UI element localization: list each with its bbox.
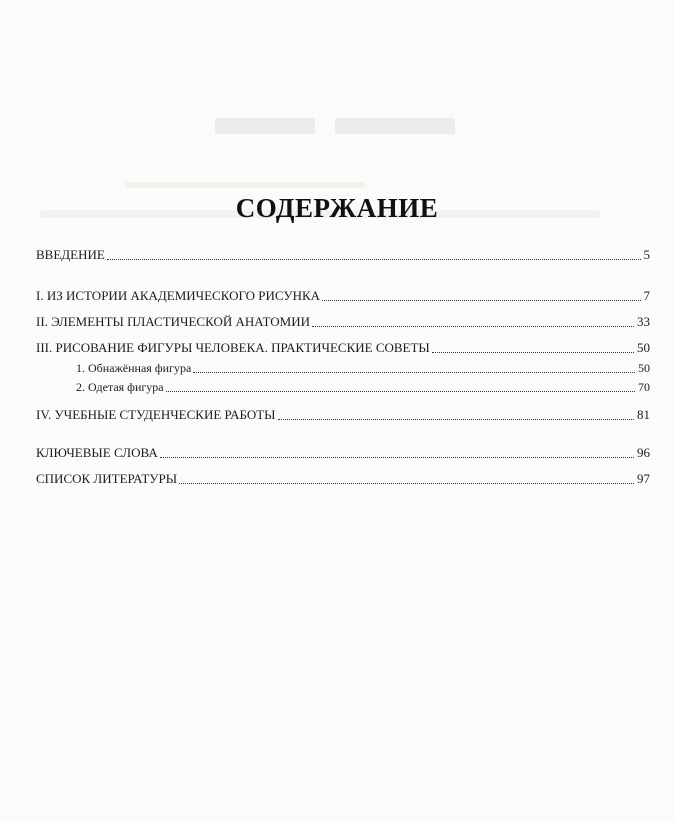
toc-entry-label: II. ЭЛЕМЕНТЫ ПЛАСТИЧЕСКОЙ АНАТОМИИ	[36, 314, 310, 329]
page-title: СОДЕРЖАНИЕ	[235, 193, 439, 223]
toc-entry-page: 33	[637, 314, 650, 329]
dot-leader	[432, 352, 634, 353]
toc-entry-label: СПИСОК ЛИТЕРАТУРЫ	[36, 471, 178, 486]
bleed-through-mark	[125, 182, 365, 188]
dot-leader	[312, 326, 634, 327]
toc-entry-page: 5	[643, 247, 650, 262]
toc-entry-bibliography[interactable]	[36, 471, 650, 487]
toc-entry-page: 7	[643, 288, 650, 303]
toc-entry-page: 81	[637, 407, 650, 422]
toc-entry-chapter-4[interactable]	[36, 407, 650, 423]
dot-leader	[322, 300, 640, 301]
dot-leader	[160, 457, 634, 458]
toc-entry-label: 2. Одетая фигура	[76, 380, 164, 394]
toc-entry-page: 50	[637, 340, 650, 355]
toc-entry-label: КЛЮЧЕВЫЕ СЛОВА	[36, 445, 158, 460]
dot-leader	[179, 483, 634, 484]
dot-leader	[107, 259, 641, 260]
bleed-through-mark	[215, 118, 315, 134]
toc-entry-page: 70	[638, 380, 650, 394]
toc-entry-label: IV. УЧЕБНЫЕ СТУДЕНЧЕСКИЕ РАБОТЫ	[36, 407, 276, 422]
toc-entry-page: 50	[638, 361, 650, 375]
bleed-through-mark	[335, 118, 455, 134]
toc-entry-label: III. РИСОВАНИЕ ФИГУРЫ ЧЕЛОВЕКА. ПРАКТИЧЕСКИЕ СОВЕТЫ	[36, 340, 430, 355]
toc-entry-introduction[interactable]	[36, 247, 650, 263]
dot-leader	[193, 372, 635, 373]
toc-entry-chapter-2[interactable]	[36, 314, 650, 330]
toc-entry-page: 96	[637, 445, 650, 460]
toc-entry-label: I. ИЗ ИСТОРИИ АКАДЕМИЧЕСКОГО РИСУНКА	[36, 288, 321, 303]
toc-entry-page: 97	[637, 471, 650, 486]
toc-entry-chapter-1[interactable]	[36, 288, 650, 304]
toc-entry-section-3-1[interactable]	[36, 360, 650, 376]
dot-leader	[166, 391, 635, 392]
dot-leader	[278, 419, 634, 420]
toc-entry-section-3-2[interactable]	[36, 379, 650, 395]
toc-entry-chapter-3[interactable]	[36, 340, 650, 356]
toc-entry-label: ВВЕДЕНИЕ	[36, 247, 105, 262]
toc-entry-keywords[interactable]	[36, 445, 650, 461]
toc-entry-label: 1. Обнажённая фигура	[76, 361, 192, 375]
